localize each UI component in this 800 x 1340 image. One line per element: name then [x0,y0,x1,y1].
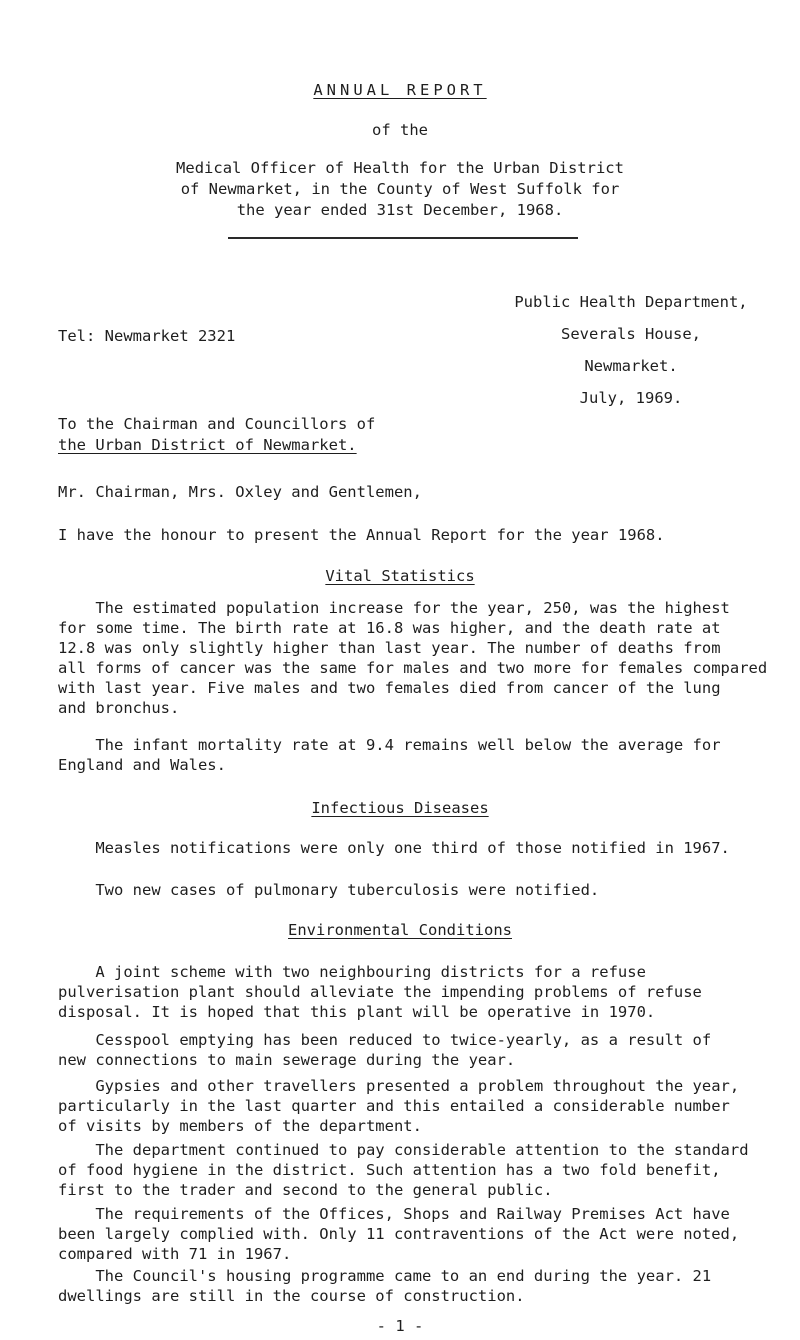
paragraph-line: dwellings are still in the course of construction. [58,1287,525,1305]
divider [228,237,578,239]
paragraph-line: with last year. Five males and two females died from cancer of the lung [58,679,721,697]
paragraph [58,880,798,900]
paragraph-line: Measles notifications were only one third of those notified in 1967. [58,839,730,857]
paragraph-line: Cesspool emptying has been reduced to twice-yearly, as a result of [58,1031,712,1049]
page-number: - 1 - [376,1317,424,1335]
paragraph-line: compared with 71 in 1967. [58,1245,292,1263]
paragraph-line: The requirements of the Offices, Shops and Railway Premises Act have [58,1205,730,1223]
heading-infectious-diseases: Infectious Diseases [311,799,489,817]
paragraph-line: 12.8 was only slightly higher than last year. The number of deaths from [58,639,721,657]
letter-date: July, 1969. [579,389,683,407]
paragraph-line: first to the trader and second to the general public. [58,1181,553,1199]
subtitle-line: the year ended 31st December, 1968. [236,201,564,219]
paragraph-line: A joint scheme with two neighbouring districts for a refuse [58,963,646,981]
report-of-the: of the [372,121,428,139]
heading-vital-statistics: Vital Statistics [325,567,475,585]
paragraph-line: The estimated population increase for the year, 250, was the highest [58,599,730,617]
paragraph [58,1030,798,1070]
paragraph-line: for some time. The birth rate at 16.8 was higher, and the death rate at [58,619,721,637]
addressee [58,414,375,456]
paragraph-line: of visits by members of the department. [58,1117,422,1135]
greeting: Mr. Chairman, Mrs. Oxley and Gentlemen, [58,483,422,501]
addressee-line: the Urban District of Newmarket. [58,436,357,454]
paragraph-line: The Council's housing programme came to an end during the year. 21 [58,1267,712,1285]
report-subtitle [0,158,800,221]
paragraph-line: Gypsies and other travellers presented a problem throughout the year, [58,1077,740,1095]
paragraph-line: all forms of cancer was the same for males and two more for females compared [58,659,768,677]
subtitle-line: Medical Officer of Health for the Urban District [176,159,624,177]
address-line: Public Health Department, [514,293,748,311]
paragraph-line: been largely complied with. Only 11 contraventions of the Act were noted, [58,1225,740,1243]
subtitle-line: of Newmarket, in the County of West Suffolk for [180,180,620,198]
telephone: Tel: Newmarket 2321 [58,327,236,345]
address-line: Newmarket. [584,357,678,375]
report-title: ANNUAL REPORT [313,81,487,99]
paragraph-line: disposal. It is hoped that this plant will be operative in 1970. [58,1003,656,1021]
paragraph-line: new connections to main sewerage during the year. [58,1051,516,1069]
paragraph [58,1140,798,1200]
heading-environmental-conditions: Environmental Conditions [288,921,512,939]
paragraph [58,598,798,718]
intro-text: I have the honour to present the Annual Report for the year 1968. [58,526,665,544]
paragraph-line: of food hygiene in the district. Such attention has a two fold benefit, [58,1161,721,1179]
paragraph [58,1076,798,1136]
paragraph [58,735,798,775]
sender-address [466,286,796,414]
paragraph-line: The department continued to pay considerable attention to the standard [58,1141,749,1159]
paragraph [58,1204,798,1264]
paragraph-line: pulverisation plant should alleviate the impending problems of refuse [58,983,702,1001]
paragraph [58,838,798,858]
paragraph-line: and bronchus. [58,699,180,717]
address-line: Severals House, [561,325,701,343]
paragraph-line: particularly in the last quarter and this entailed a considerable number [58,1097,730,1115]
paragraph-line: The infant mortality rate at 9.4 remains well below the average for [58,736,721,754]
paragraph-line: England and Wales. [58,756,226,774]
addressee-line: To the Chairman and Councillors of [58,415,376,433]
paragraph [58,1266,798,1306]
paragraph-line: Two new cases of pulmonary tuberculosis were notified. [58,881,600,899]
paragraph [58,962,798,1022]
